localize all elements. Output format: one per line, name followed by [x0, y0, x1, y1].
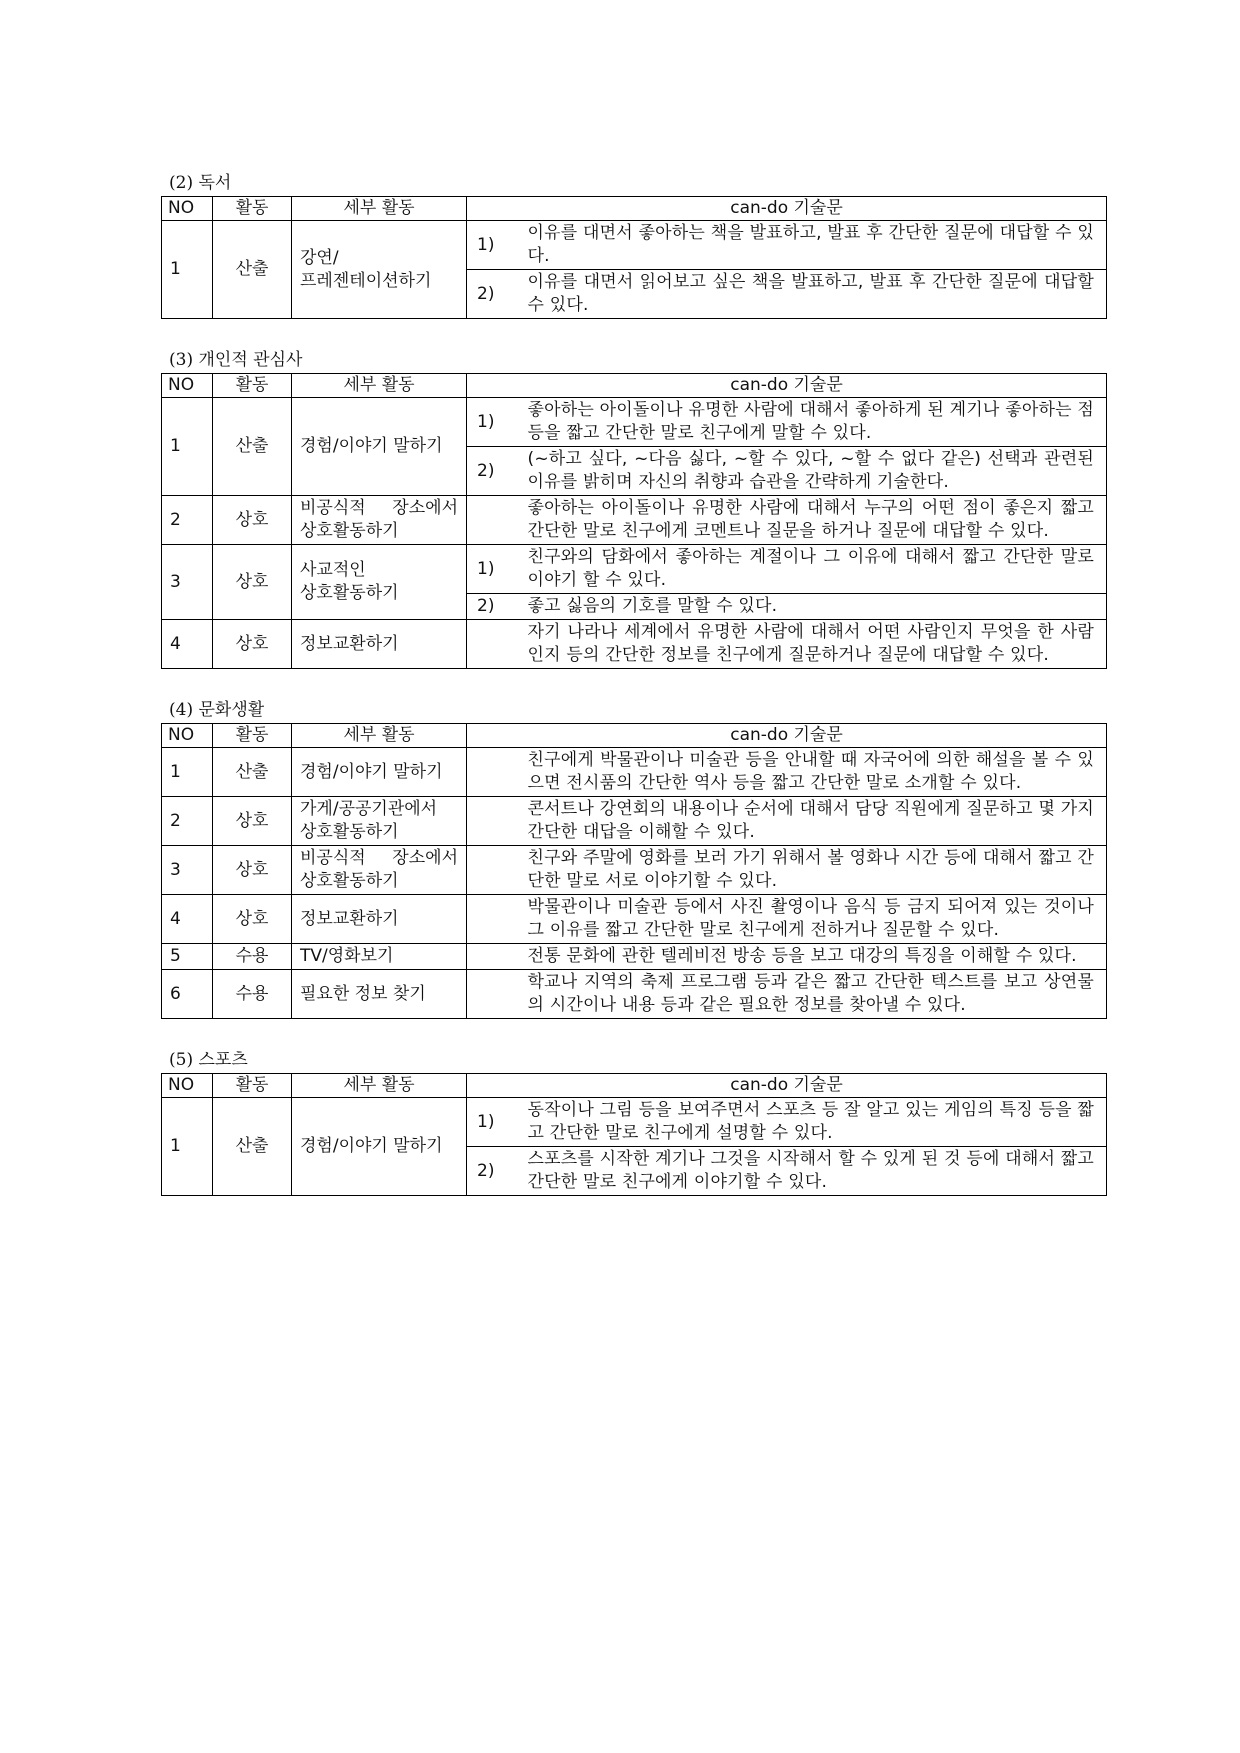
table-row	[162, 1098, 1107, 1147]
section	[161, 697, 1106, 1019]
activity-type: 상호	[213, 496, 292, 545]
activity-type: 상호	[213, 797, 292, 846]
can-do-statement: 콘서트나 강연회의 내용이나 순서에 대해서 담당 직원에게 질문하고 몇 가지 간단한 대답을 이해할 수 있다.	[522, 797, 1107, 846]
item-number	[467, 748, 522, 797]
header-cando: can-do 기술문	[467, 374, 1107, 398]
can-do-statement: 자기 나라나 세계에서 유명한 사람에 대해서 어떤 사람인지 무엇을 한 사람인지 등의 간단한 정보를 친구에게 질문하거나 질문에 대답할 수 있다.	[522, 620, 1107, 669]
section-title: (5) 스포츠	[169, 1050, 248, 1070]
activity-type: 산출	[213, 1098, 292, 1196]
table-row	[162, 620, 1107, 669]
header-detail: 세부 활동	[292, 724, 467, 748]
header-row	[162, 374, 1107, 398]
table-row	[162, 797, 1107, 846]
item-number	[467, 846, 522, 895]
item-number: 2)	[467, 270, 522, 319]
header-cando: can-do 기술문	[467, 197, 1107, 221]
table-row	[162, 221, 1107, 270]
section	[161, 347, 1106, 669]
item-number	[467, 944, 522, 970]
document	[161, 170, 1106, 1196]
detail-activity: 강연/프레젠테이션하기	[292, 221, 467, 319]
header-cando: can-do 기술문	[467, 1074, 1107, 1098]
can-do-statement: (~하고 싶다, ~다음 싫다, ~할 수 있다, ~할 수 없다 같은) 선택과 관련된 이유를 밝히며 자신의 취향과 습관을 간략하게 기술한다.	[522, 447, 1107, 496]
detail-activity: TV/영화보기	[292, 944, 467, 970]
header-no: NO	[162, 724, 213, 748]
header-row	[162, 1074, 1107, 1098]
header-row	[162, 197, 1107, 221]
activity-type: 산출	[213, 748, 292, 797]
activity-type: 산출	[213, 221, 292, 319]
can-do-statement: 좋아하는 아이돌이나 유명한 사람에 대해서 누구의 어떤 점이 좋은지 짧고 간단한 말로 친구에게 코멘트나 질문을 하거나 질문에 대답할 수 있다.	[522, 496, 1107, 545]
item-number: 1)	[467, 398, 522, 447]
item-number: 2)	[467, 447, 522, 496]
detail-activity: 필요한 정보 찾기	[292, 970, 467, 1019]
header-detail: 세부 활동	[292, 374, 467, 398]
item-number	[467, 496, 522, 545]
section-title: (3) 개인적 관심사	[169, 350, 303, 370]
table-row	[162, 398, 1107, 447]
can-do-statement: 좋고 싫음의 기호를 말할 수 있다.	[522, 594, 1107, 620]
row-number: 1	[162, 1098, 213, 1196]
row-number: 6	[162, 970, 213, 1019]
section	[161, 170, 1106, 319]
activity-type: 상호	[213, 620, 292, 669]
table-row	[162, 748, 1107, 797]
activity-type: 상호	[213, 895, 292, 944]
row-number: 2	[162, 496, 213, 545]
can-do-statement: 친구와 주말에 영화를 보러 가기 위해서 볼 영화나 시간 등에 대해서 짧고 간단한 말로 서로 이야기할 수 있다.	[522, 846, 1107, 895]
can-do-table	[161, 723, 1107, 1019]
row-number: 3	[162, 846, 213, 895]
can-do-table	[161, 373, 1107, 669]
activity-type: 수용	[213, 970, 292, 1019]
table-row	[162, 846, 1107, 895]
table-row	[162, 545, 1107, 594]
section-title: (4) 문화생활	[169, 700, 265, 720]
can-do-statement: 학교나 지역의 축제 프로그램 등과 같은 짧고 간단한 텍스트를 보고 상연물의 시간이나 내용 등과 같은 필요한 정보를 찾아낼 수 있다.	[522, 970, 1107, 1019]
detail-activity: 비공식적 장소에서 상호활동하기	[292, 496, 467, 545]
detail-activity: 경험/이야기 말하기	[292, 398, 467, 496]
detail-activity: 비공식적 장소에서 상호활동하기	[292, 846, 467, 895]
header-no: NO	[162, 1074, 213, 1098]
activity-type: 상호	[213, 545, 292, 620]
item-number: 2)	[467, 1147, 522, 1196]
header-detail: 세부 활동	[292, 1074, 467, 1098]
row-number: 2	[162, 797, 213, 846]
header-cando: can-do 기술문	[467, 724, 1107, 748]
row-number: 1	[162, 221, 213, 319]
header-no: NO	[162, 197, 213, 221]
can-do-statement: 이유를 대면서 좋아하는 책을 발표하고, 발표 후 간단한 질문에 대답할 수 있다.	[522, 221, 1107, 270]
can-do-statement: 좋아하는 아이돌이나 유명한 사람에 대해서 좋아하게 된 계기나 좋아하는 점 등을 짧고 간단한 말로 친구에게 말할 수 있다.	[522, 398, 1107, 447]
header-detail: 세부 활동	[292, 197, 467, 221]
can-do-statement: 동작이나 그림 등을 보여주면서 스포츠 등 잘 알고 있는 게임의 특징 등을 짧고 간단한 말로 친구에게 설명할 수 있다.	[522, 1098, 1107, 1147]
can-do-statement: 친구에게 박물관이나 미술관 등을 안내할 때 자국어에 의한 해설을 볼 수 있으면 전시품의 간단한 역사 등을 짧고 간단한 말로 소개할 수 있다.	[522, 748, 1107, 797]
can-do-statement: 전통 문화에 관한 텔레비전 방송 등을 보고 대강의 특징을 이해할 수 있다.	[522, 944, 1107, 970]
activity-type: 상호	[213, 846, 292, 895]
table-row	[162, 496, 1107, 545]
header-activity: 활동	[213, 724, 292, 748]
header-activity: 활동	[213, 197, 292, 221]
row-number: 4	[162, 895, 213, 944]
header-row	[162, 724, 1107, 748]
can-do-table	[161, 1073, 1107, 1196]
can-do-statement: 친구와의 담화에서 좋아하는 계절이나 그 이유에 대해서 짧고 간단한 말로 이야기 할 수 있다.	[522, 545, 1107, 594]
table-row	[162, 944, 1107, 970]
activity-type: 산출	[213, 398, 292, 496]
row-number: 3	[162, 545, 213, 620]
detail-activity: 사교적인 상호활동하기	[292, 545, 467, 620]
row-number: 1	[162, 398, 213, 496]
header-no: NO	[162, 374, 213, 398]
detail-activity: 경험/이야기 말하기	[292, 1098, 467, 1196]
section	[161, 1047, 1106, 1196]
detail-activity: 정보교환하기	[292, 620, 467, 669]
row-number: 4	[162, 620, 213, 669]
table-row	[162, 970, 1107, 1019]
section-title: (2) 독서	[169, 173, 232, 193]
row-number: 5	[162, 944, 213, 970]
activity-type: 수용	[213, 944, 292, 970]
can-do-statement: 이유를 대면서 읽어보고 싶은 책을 발표하고, 발표 후 간단한 질문에 대답할 수 있다.	[522, 270, 1107, 319]
detail-activity: 경험/이야기 말하기	[292, 748, 467, 797]
item-number	[467, 970, 522, 1019]
detail-activity: 가게/공공기관에서 상호활동하기	[292, 797, 467, 846]
item-number: 1)	[467, 1098, 522, 1147]
row-number: 1	[162, 748, 213, 797]
item-number: 2)	[467, 594, 522, 620]
detail-activity: 정보교환하기	[292, 895, 467, 944]
table-row	[162, 895, 1107, 944]
header-activity: 활동	[213, 1074, 292, 1098]
can-do-table	[161, 196, 1107, 319]
can-do-statement: 스포츠를 시작한 계기나 그것을 시작해서 할 수 있게 된 것 등에 대해서 짧고 간단한 말로 친구에게 이야기할 수 있다.	[522, 1147, 1107, 1196]
can-do-statement: 박물관이나 미술관 등에서 사진 촬영이나 음식 등 금지 되어져 있는 것이나 그 이유를 짧고 간단한 말로 친구에게 전하거나 질문할 수 있다.	[522, 895, 1107, 944]
item-number: 1)	[467, 545, 522, 594]
item-number	[467, 895, 522, 944]
item-number	[467, 620, 522, 669]
item-number	[467, 797, 522, 846]
item-number: 1)	[467, 221, 522, 270]
header-activity: 활동	[213, 374, 292, 398]
